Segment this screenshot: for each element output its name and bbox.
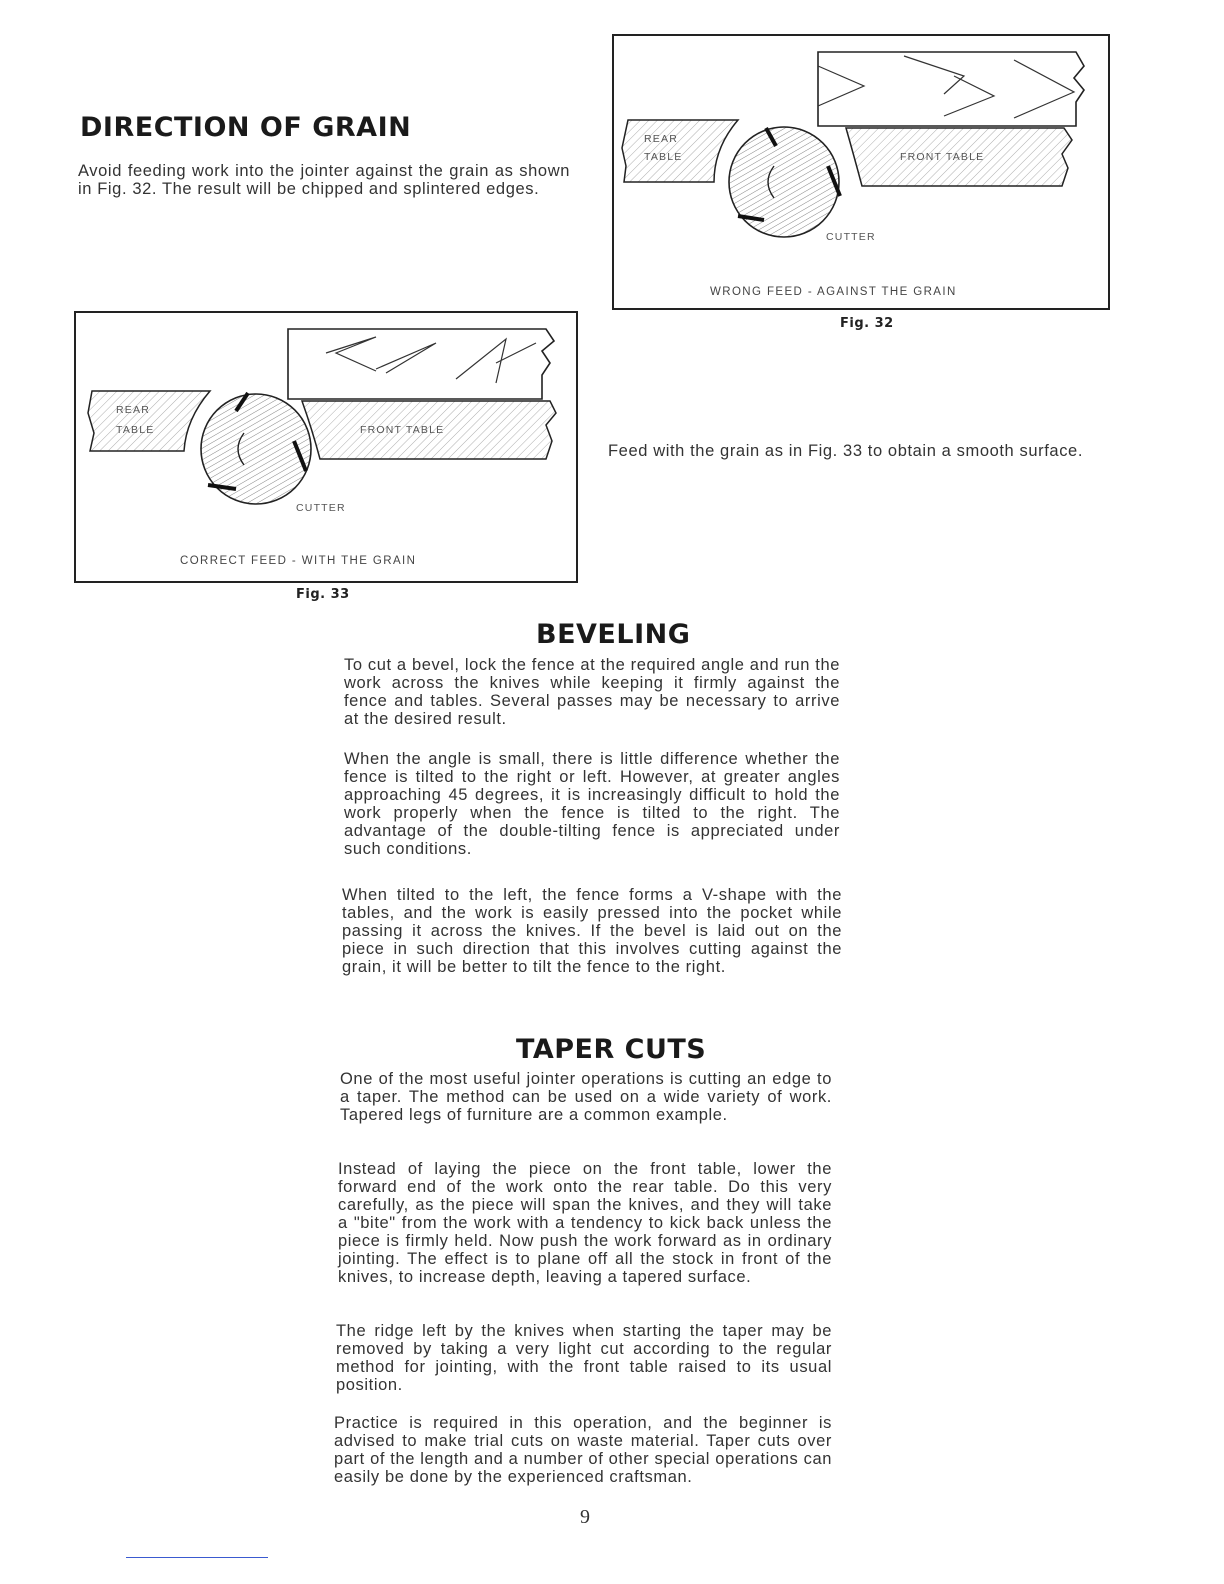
figure-32-diagram: [614, 36, 1108, 308]
paragraph-taper-4: Practice is required in this operation, and the beginner is advised to make trial cuts on waste material. Taper cuts over part of the length and a number of other special operations can easily be done by the experienced craftsman.: [334, 1414, 832, 1486]
cutter-head: [729, 127, 839, 237]
paragraph-taper-2: Instead of laying the piece on the front table, lower the forward end of the work onto the rear table. Do this very carefully, as the piece will span the knives, and they will take a "bite" from the work with a tendency to kick back unless the piece is firmly held. Now push the work forward as in ordinary jointing. The effect is to plane off all the stock in front of the knives, to increase depth, leaving a tapered surface.: [338, 1160, 832, 1286]
paragraph-taper-3: The ridge left by the knives when starting the taper may be removed by taking a very light cut according to the regular method for jointing, with the front table raised to its usual position.: [336, 1322, 832, 1394]
fig32-rear-label-1: REAR: [644, 133, 678, 145]
fig32-cutter-label: CUTTER: [826, 231, 876, 243]
fig33-cutter-label: CUTTER: [296, 502, 346, 514]
scan-mark-line: [126, 1557, 268, 1558]
figure-33: [74, 311, 578, 583]
figure-32: [612, 34, 1110, 310]
fig32-rear-label-2: TABLE: [644, 151, 683, 163]
heading-beveling: BEVELING: [536, 619, 691, 650]
figure-32-label: Fig. 32: [840, 316, 894, 331]
figure-32-caption: WRONG FEED - AGAINST THE GRAIN: [710, 286, 957, 298]
heading-direction-of-grain: DIRECTION OF GRAIN: [80, 112, 412, 143]
figure-33-caption: CORRECT FEED - WITH THE GRAIN: [180, 555, 417, 567]
heading-taper-cuts: TAPER CUTS: [516, 1034, 707, 1065]
rear-table: [88, 391, 210, 451]
paragraph-direction-of-grain: Avoid feeding work into the jointer against the grain as shown in Fig. 32. The result will be chipped and splintered edges.: [78, 162, 570, 198]
fig33-rear-label-2: TABLE: [116, 424, 155, 436]
paragraph-beveling-2: When the angle is small, there is little difference whether the fence is tilted to the right or left. However, at greater angles approaching 45 degrees, it is increasingly difficult to hold the work properly when the fence is tilted to the right. The advantage of the double-tilting fence is appreciated under such conditions.: [344, 750, 840, 858]
figure-33-diagram: [76, 313, 576, 581]
paragraph-beveling-3: When tilted to the left, the fence forms a V-shape with the tables, and the work is easily pressed into the pocket while passing it across the knives. If the bevel is laid out on the piece in such direction that this involves cutting against the grain, it will be better to tilt the fence to the right.: [342, 886, 842, 976]
paragraph-beveling-1: To cut a bevel, lock the fence at the required angle and run the work across the knives while keeping it firmly against the fence and tables. Several passes may be necessary to arrive at the desired result.: [344, 656, 840, 728]
fig33-rear-label-1: REAR: [116, 404, 150, 416]
fig32-front-label: FRONT TABLE: [900, 151, 985, 163]
figure-33-label: Fig. 33: [296, 587, 350, 602]
paragraph-feed-with-grain: Feed with the grain as in Fig. 33 to obtain a smooth surface.: [608, 442, 1084, 460]
fig33-front-label: FRONT TABLE: [360, 424, 445, 436]
paragraph-taper-1: One of the most useful jointer operations is cutting an edge to a taper. The method can be used on a wide variety of work. Tapered legs of furniture are a common example.: [340, 1070, 832, 1124]
workpiece: [288, 329, 554, 399]
page-number: 9: [580, 1506, 590, 1528]
